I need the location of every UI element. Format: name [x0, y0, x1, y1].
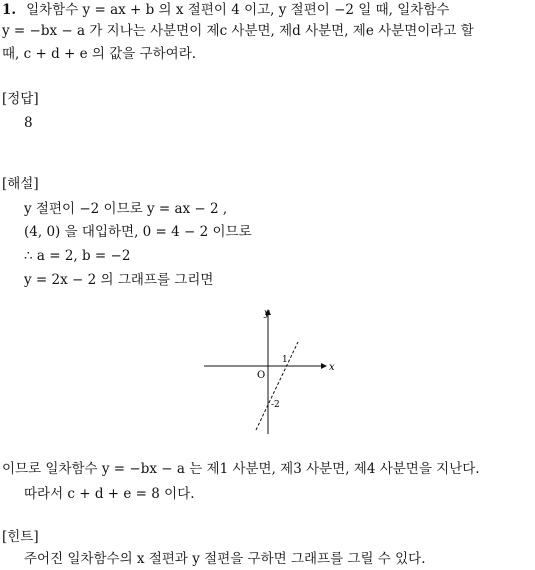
solution-after-graph: 이므로 일차함수 y = −bx − a 는 제1 사분면, 제3 사분면, 제4 사분면을 지난다. — [2, 461, 480, 477]
solution-line-2: (4, 0) 을 대입하면, 0 = 4 − 2 이므로 — [24, 224, 252, 240]
solution-line-3: ∴ a = 2, b = −2 — [24, 248, 131, 264]
problem-text-3: 때, c + d + e 의 값을 구하여라. — [2, 46, 197, 62]
problem-text-1: 일차함수 y = ax + b 의 x 절편이 4 이고, y 절편이 −2 일 때, 일차함수 — [26, 2, 450, 18]
solution-header: [해설] — [2, 176, 39, 192]
y-axis-label: y — [264, 308, 270, 319]
solution-line-1: y 절편이 −2 이므로 y = ax − 2 , — [24, 201, 228, 217]
problem-line-2 — [2, 21, 474, 41]
x-intercept-label: 1 — [282, 355, 288, 365]
y-intercept-label: -2 — [271, 400, 280, 410]
linear-function-graph — [200, 306, 336, 436]
problem-text-2: y = −bx − a 가 지나는 사분면이 제c 사분면, 제d 사분면, 제e 사분면이라고 할 — [2, 23, 474, 39]
hint-text: 주어진 일차함수의 x 절편과 y 절편을 구하면 그래프를 그릴 수 있다. — [24, 551, 426, 567]
solution-conclusion: 따라서 c + d + e = 8 이다. — [24, 486, 195, 502]
problem-line-1 — [2, 0, 449, 20]
origin-label: O — [257, 370, 266, 381]
answer-header: [정답] — [2, 91, 39, 107]
answer-value: 8 — [24, 115, 33, 131]
x-axis-label: x — [329, 362, 335, 373]
hint-header: [힌트] — [2, 529, 39, 545]
problem-number: 1. — [2, 2, 17, 18]
function-line — [256, 342, 298, 430]
problem-line-3 — [2, 44, 196, 64]
solution-line-4: y = 2x − 2 의 그래프를 그리면 — [24, 272, 214, 288]
